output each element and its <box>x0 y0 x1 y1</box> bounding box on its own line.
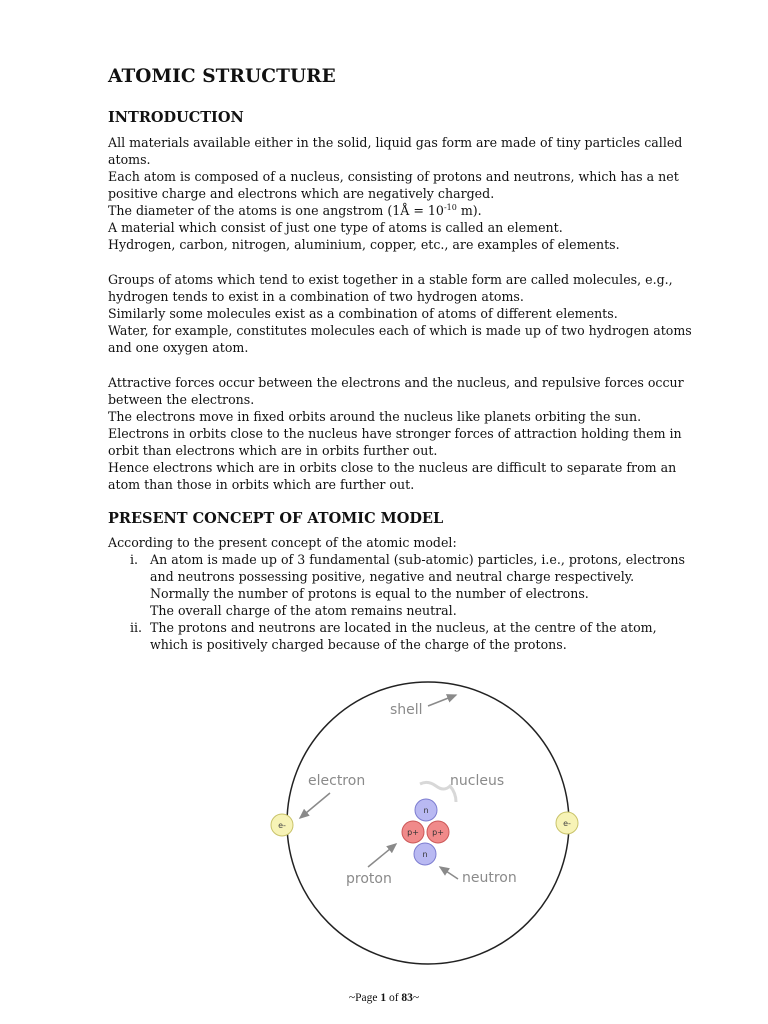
neutron-label: neutron <box>462 870 517 886</box>
footer-current-page: 1 <box>380 992 387 1004</box>
intro-text-line: All materials available either in the solid, liquid gas form are made of tiny particles called atoms. <box>108 135 683 167</box>
list-item <box>108 551 698 619</box>
present-concept-intro: According to the present concept of the atomic model: <box>108 535 457 550</box>
footer-prefix: ~Page <box>348 992 381 1004</box>
electron-right-symbol: e- <box>563 819 571 828</box>
diameter-exponent: -10 <box>443 202 457 212</box>
diameter-text: The diameter of the atoms is one angstrom (1Å = 10 <box>108 203 444 218</box>
intro-text-line: A material which consist of just one type of atoms is called an element. <box>108 220 563 235</box>
neutron-bottom-symbol: n <box>422 850 428 859</box>
electron-shell <box>287 682 569 964</box>
neutron-top-symbol: n <box>423 806 429 815</box>
electron-left-symbol: e- <box>278 821 286 830</box>
footer-total-pages: 83 <box>401 992 413 1004</box>
list-marker: i. <box>130 552 139 567</box>
page-title: ATOMIC STRUCTURE <box>108 66 336 87</box>
intro-text-line: Hence electrons which are in orbits close to the nucleus are difficult to separate from an atom than those in orbits which are further out. <box>108 460 677 492</box>
present-concept-heading: PRESENT CONCEPT OF ATOMIC MODEL <box>108 510 444 527</box>
proton-arrow <box>368 844 396 867</box>
diameter-line <box>108 202 698 219</box>
intro-text-line: Similarly some molecules exist as a combination of atoms of different elements. <box>108 306 618 321</box>
intro-text-line: Attractive forces occur between the electrons and the nucleus, and repulsive forces occur between the electrons. <box>108 375 684 407</box>
page-footer <box>0 992 768 1004</box>
proton-label: proton <box>346 871 392 887</box>
list-marker: ii. <box>130 620 143 635</box>
list-item-text: An atom is made up of 3 fundamental (sub-atomic) particles, i.e., protons, electrons and neutrons possessing positive, negative and neutral charge respectively. Normally the number of protons is equal to the number of electrons. The overall charge of the atom remains neutral. <box>150 552 685 618</box>
intro-text-line: Water, for example, constitutes molecules each of which is made up of two hydrogen atoms and one oxygen atom. <box>108 323 692 355</box>
list-item <box>108 619 698 653</box>
intro-paragraph-3 <box>108 374 698 493</box>
intro-text-line: Groups of atoms which tend to exist together in a stable form are called molecules, e.g., hydrogen tends to exist in a combination of two hydrogen atoms. <box>108 272 673 304</box>
diameter-unit: m). <box>456 203 482 218</box>
introduction-heading: INTRODUCTION <box>108 109 244 126</box>
electron-label: electron <box>308 773 366 789</box>
shell-arrow <box>428 695 456 706</box>
atom-diagram <box>260 676 600 986</box>
intro-text-line: Electrons in orbits close to the nucleus have stronger forces of attraction holding them in orbit than electrons which are in orbits further out. <box>108 426 682 458</box>
intro-text-line: Hydrogen, carbon, nitrogen, aluminium, copper, etc., are examples of elements. <box>108 237 620 252</box>
electron-arrow <box>300 793 330 818</box>
shell-label: shell <box>390 702 423 718</box>
proton-right-symbol: p+ <box>432 828 444 837</box>
list-item-text: The protons and neutrons are located in the nucleus, at the centre of the atom, which is positively charged because of the charge of the protons. <box>150 620 657 652</box>
footer-suffix: ~ <box>412 992 420 1004</box>
proton-left-symbol: p+ <box>407 828 419 837</box>
nucleus-label: nucleus <box>450 773 505 789</box>
atom-diagram-svg <box>260 676 600 986</box>
intro-text-line: Each atom is composed of a nucleus, consisting of protons and neutrons, which has a net positive charge and electrons which are negatively charged. <box>108 169 679 201</box>
intro-paragraph-2 <box>108 271 698 356</box>
neutron-arrow <box>440 867 458 879</box>
footer-middle: of <box>386 992 402 1004</box>
intro-paragraph-1 <box>108 134 698 253</box>
intro-text-line: The electrons move in fixed orbits around the nucleus like planets orbiting the sun. <box>108 409 642 424</box>
present-concept-list <box>108 534 698 653</box>
